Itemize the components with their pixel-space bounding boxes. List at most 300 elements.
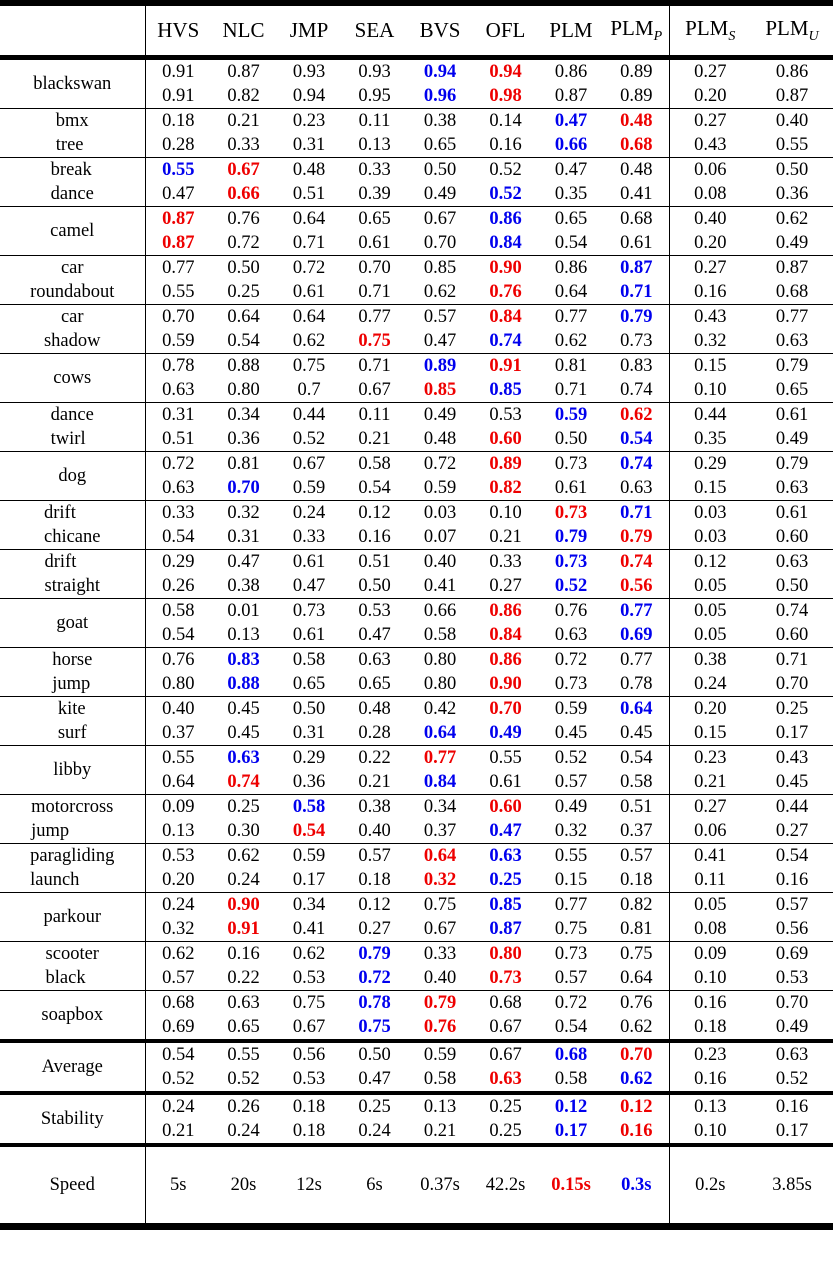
value-cell: 0.84: [473, 305, 538, 330]
row-label-dance-twirl: [0, 403, 145, 452]
results-table: [0, 6, 833, 1223]
row-label-text: camel: [50, 221, 95, 242]
value-cell: 0.58: [423, 1069, 457, 1089]
value-cell: 0.16: [775, 870, 809, 890]
value-cell: 0.47: [423, 331, 457, 351]
value-cell: 0.91: [145, 84, 211, 109]
value-cell: 0.74: [227, 772, 260, 792]
value-cell: 0.49: [489, 723, 522, 743]
value-cell: 0.55: [775, 135, 809, 155]
value-cell: 0.90: [211, 893, 276, 918]
value-cell: 0.88: [227, 674, 260, 694]
value-cell: 0.09: [669, 942, 751, 967]
value-cell: 0.58: [620, 772, 653, 792]
value-cell: 0.64: [554, 282, 588, 302]
value-cell: 0.85: [407, 256, 473, 281]
table-row: [0, 697, 833, 722]
value-cell: 0.82: [489, 478, 522, 498]
value-cell: 0.20: [669, 84, 751, 109]
value-cell: 0.79: [620, 527, 653, 547]
value-cell: 0.30: [227, 821, 260, 841]
value-cell: 0.87: [145, 231, 211, 256]
value-cell: 0.86: [554, 62, 588, 82]
value-cell: 0.79: [554, 527, 588, 547]
value-cell: 0.44: [669, 403, 751, 428]
value-cell: 0.31: [145, 403, 211, 428]
value-cell: 0.77: [342, 305, 407, 330]
value-cell: 0.32: [423, 870, 457, 890]
value-cell: 0.82: [227, 86, 260, 106]
table-row: [0, 1145, 833, 1223]
value-cell: 0.47: [489, 821, 522, 841]
value-cell: 0.41: [292, 919, 326, 939]
value-cell: 0.94: [489, 62, 522, 82]
value-cell: 0.90: [473, 256, 538, 281]
value-cell: 0.22: [342, 746, 407, 771]
value-cell: 0.75: [358, 1017, 391, 1037]
value-cell: 0.62: [751, 207, 833, 232]
value-cell: 0.40: [358, 821, 391, 841]
value-cell: 0.68: [775, 282, 809, 302]
value-cell: 0.44: [276, 403, 342, 428]
value-cell: 0.18: [669, 1015, 751, 1041]
value-cell: 0.86: [473, 648, 538, 673]
value-cell: 0.56: [276, 1041, 342, 1067]
value-cell: 0.10: [669, 1119, 751, 1145]
value-cell: 0.67: [407, 207, 473, 232]
row-label-text: horse jump: [52, 650, 93, 694]
value-cell: 0.27: [669, 795, 751, 820]
value-cell: 0.41: [423, 576, 457, 596]
value-cell: 0.57: [342, 844, 407, 869]
value-cell: 0.85: [489, 380, 522, 400]
value-cell: 0.83: [604, 354, 669, 379]
value-cell: 0.33: [473, 550, 538, 575]
value-cell: 0.69: [620, 625, 653, 645]
column-header-plmu: $PLM_U$: [751, 6, 833, 58]
value-cell: 0.47: [538, 158, 604, 183]
value-cell: 0.45: [775, 772, 809, 792]
value-cell: 0.18: [276, 1093, 342, 1119]
value-cell: 0.62: [423, 282, 457, 302]
value-cell: 0.41: [669, 844, 751, 869]
value-cell: 0.43: [751, 746, 833, 771]
value-cell: 0.98: [489, 86, 522, 106]
value-cell: 0.45: [554, 723, 588, 743]
row-label-speed: [0, 1145, 145, 1223]
value-cell: 0.06: [669, 158, 751, 183]
value-cell: 0.54: [292, 821, 326, 841]
value-cell: 0.57: [604, 844, 669, 869]
value-cell: 0.66: [554, 135, 588, 155]
value-cell: 0.38: [669, 648, 751, 673]
table-row: [0, 58, 833, 85]
value-cell: 0.48: [276, 158, 342, 183]
value-cell: 0.91: [227, 919, 260, 939]
table-row: [0, 501, 833, 526]
value-cell: 6s: [342, 1145, 407, 1223]
value-cell: 0.03: [407, 501, 473, 526]
row-label-parkour: [0, 893, 145, 942]
value-cell: 0.53: [775, 968, 809, 988]
value-cell: 0.16: [358, 527, 391, 547]
value-cell: 0.78: [620, 674, 653, 694]
value-cell: 0.63: [145, 378, 211, 403]
value-cell: 12s: [276, 1145, 342, 1223]
value-cell: 0.48: [604, 158, 669, 183]
value-cell: 0.37: [423, 821, 457, 841]
value-cell: 0.54: [751, 844, 833, 869]
value-cell: 0.51: [342, 550, 407, 575]
value-cell: 0.75: [407, 893, 473, 918]
value-cell: 0.54: [227, 331, 260, 351]
value-cell: 0.33: [342, 158, 407, 183]
value-cell: 0.57: [751, 893, 833, 918]
value-cell: 0.29: [276, 746, 342, 771]
value-cell: 0.20: [669, 231, 751, 256]
value-cell: 0.31: [227, 527, 260, 547]
value-cell: 0.13: [407, 1093, 473, 1119]
value-cell: 0.57: [407, 305, 473, 330]
value-cell: 0.54: [620, 429, 653, 449]
row-label-stability: [0, 1093, 145, 1145]
column-header-subscript: S: [728, 29, 736, 45]
value-cell: 0.51: [604, 795, 669, 820]
value-cell: 0.65: [292, 674, 326, 694]
value-cell: 0.70: [775, 674, 809, 694]
value-cell: 0.74: [751, 599, 833, 624]
value-cell: 0.29: [145, 550, 211, 575]
value-cell: 0.70: [342, 256, 407, 281]
value-cell: 0.59: [407, 1041, 473, 1067]
value-cell: 0.71: [554, 380, 588, 400]
value-cell: 0.32: [554, 821, 588, 841]
value-cell: 0.91: [145, 58, 211, 85]
value-cell: 0.80: [407, 648, 473, 673]
value-cell: 0.63: [620, 478, 653, 498]
value-cell: 0.35: [554, 184, 588, 204]
value-cell: 0.11: [669, 868, 751, 893]
row-label-text: motorcross jump: [31, 797, 114, 841]
value-cell: 0.71: [358, 282, 391, 302]
value-cell: 0.52: [292, 429, 326, 449]
value-cell: 0.27: [358, 919, 391, 939]
value-cell: 0.64: [604, 697, 669, 722]
row-label-text: Speed: [49, 1175, 95, 1196]
value-cell: 0.26: [145, 574, 211, 599]
value-cell: 0.24: [145, 893, 211, 918]
value-cell: 0.58: [276, 795, 342, 820]
value-cell: 0.80: [227, 380, 260, 400]
value-cell: 0.47: [358, 625, 391, 645]
table-row: [0, 893, 833, 918]
value-cell: 0.68: [473, 991, 538, 1016]
value-cell: 0.62: [620, 1017, 653, 1037]
value-cell: 0.20: [669, 697, 751, 722]
row-label-camel: [0, 207, 145, 256]
value-cell: 0.31: [292, 723, 326, 743]
value-cell: 0.66: [407, 599, 473, 624]
value-cell: 0.06: [669, 819, 751, 844]
value-cell: 0.21: [423, 1121, 457, 1141]
value-cell: 0.53: [342, 599, 407, 624]
row-label-text: soapbox: [41, 1005, 104, 1026]
value-cell: 0.61: [620, 233, 653, 253]
value-cell: 0.15: [669, 721, 751, 746]
value-cell: 0.72: [276, 256, 342, 281]
value-cell: 0.45: [620, 723, 653, 743]
value-cell: 0.61: [292, 625, 326, 645]
row-label-text: Stability: [40, 1109, 104, 1130]
value-cell: 0.63: [211, 746, 276, 771]
value-cell: 0.16: [211, 942, 276, 967]
value-cell: 0.55: [145, 746, 211, 771]
value-cell: 0.59: [538, 403, 604, 428]
value-cell: 0.84: [423, 772, 457, 792]
value-cell: 0.13: [145, 819, 211, 844]
value-cell: 0.81: [620, 919, 653, 939]
value-cell: 0.10: [669, 966, 751, 991]
value-cell: 0.10: [473, 501, 538, 526]
value-cell: 0.54: [145, 1041, 211, 1067]
row-label-text: goat: [56, 613, 89, 634]
value-cell: 0.81: [211, 452, 276, 477]
row-label-text: scooter black: [45, 944, 99, 988]
value-cell: 0.63: [775, 331, 809, 351]
value-cell: 0.73: [489, 968, 522, 988]
row-label-scooter-black: [0, 942, 145, 991]
value-cell: 0.21: [669, 770, 751, 795]
value-cell: 0.36: [292, 772, 326, 792]
value-cell: 0.96: [423, 86, 457, 106]
value-cell: 0.63: [554, 625, 588, 645]
table-row: [0, 599, 833, 624]
value-cell: 0.75: [358, 331, 391, 351]
value-cell: 0.76: [211, 207, 276, 232]
value-cell: 42.2s: [473, 1145, 538, 1223]
table-bottom-rule: [0, 1223, 833, 1230]
value-cell: 0.50: [751, 158, 833, 183]
table-row: [0, 795, 833, 820]
value-cell: 0.56: [775, 919, 809, 939]
value-cell: 0.16: [669, 991, 751, 1016]
table-row: [0, 991, 833, 1016]
value-cell: 0.52: [554, 576, 588, 596]
value-cell: 0.61: [358, 233, 391, 253]
value-cell: 0.65: [538, 207, 604, 232]
value-cell: 0.76: [489, 282, 522, 302]
value-cell: 0.53: [145, 844, 211, 869]
table-row: [0, 648, 833, 673]
table-row: [0, 452, 833, 477]
value-cell: 0.86: [473, 599, 538, 624]
value-cell: 0.25: [227, 282, 260, 302]
column-header-subscript: P: [653, 29, 663, 45]
value-cell: 0.24: [227, 1121, 260, 1141]
value-cell: 0.89: [620, 86, 653, 106]
value-cell: 0.44: [751, 795, 833, 820]
value-cell: 0.2s: [669, 1145, 751, 1223]
value-cell: 0.68: [145, 991, 211, 1016]
row-label-paragliding-launch: [0, 844, 145, 893]
value-cell: 0.87: [489, 919, 522, 939]
row-label-drift-straight: [0, 550, 145, 599]
value-cell: 0.62: [620, 1069, 653, 1089]
value-cell: 0.67: [489, 1017, 522, 1037]
value-cell: 5s: [145, 1145, 211, 1223]
row-label-drift-chicane: [0, 501, 145, 550]
value-cell: 0.64: [620, 968, 653, 988]
row-label-text: Average: [41, 1057, 103, 1078]
value-cell: 0.49: [423, 184, 457, 204]
table-row: [0, 354, 833, 379]
value-cell: 0.43: [669, 305, 751, 330]
value-cell: 0.56: [620, 576, 653, 596]
value-cell: 0.32: [145, 917, 211, 942]
value-cell: 0.62: [604, 403, 669, 428]
value-cell: 0.22: [227, 968, 260, 988]
value-cell: 0.79: [604, 305, 669, 330]
value-cell: 0.49: [407, 403, 473, 428]
row-label-text: libby: [53, 760, 92, 781]
value-cell: 0.53: [473, 403, 538, 428]
value-cell: 0.61: [489, 772, 522, 792]
value-cell: 0.74: [604, 550, 669, 575]
value-cell: 0.10: [669, 378, 751, 403]
value-cell: 0.79: [751, 452, 833, 477]
value-cell: 20s: [211, 1145, 276, 1223]
row-label-break-dance: [0, 158, 145, 207]
value-cell: 0.12: [342, 893, 407, 918]
value-cell: 0.61: [751, 403, 833, 428]
value-cell: 0.64: [407, 844, 473, 869]
value-cell: 0.12: [669, 550, 751, 575]
value-cell: 0.78: [342, 991, 407, 1016]
value-cell: 0.75: [604, 942, 669, 967]
value-cell: 0.01: [211, 599, 276, 624]
value-cell: 0.69: [145, 1015, 211, 1041]
value-cell: 0.16: [620, 1121, 653, 1141]
value-cell: 0.21: [358, 429, 391, 449]
value-cell: 0.71: [751, 648, 833, 673]
value-cell: 0.38: [342, 795, 407, 820]
value-cell: 0.67: [473, 1041, 538, 1067]
table-row: [0, 256, 833, 281]
value-cell: 0.72: [538, 991, 604, 1016]
value-cell: 0.16: [669, 280, 751, 305]
value-cell: 0.50: [211, 256, 276, 281]
value-cell: 0.59: [292, 478, 326, 498]
value-cell: 0.64: [145, 770, 211, 795]
value-cell: 0.63: [751, 1041, 833, 1067]
value-cell: 0.65: [775, 380, 809, 400]
value-cell: 0.11: [342, 109, 407, 134]
value-cell: 0.76: [538, 599, 604, 624]
value-cell: 0.70: [423, 233, 457, 253]
value-cell: 0.75: [554, 919, 588, 939]
value-cell: 0.18: [620, 870, 653, 890]
value-cell: 0.38: [407, 109, 473, 134]
value-cell: 0.75: [276, 354, 342, 379]
value-cell: 0.61: [751, 501, 833, 526]
value-cell: 0.50: [554, 429, 588, 449]
value-cell: 0.75: [276, 991, 342, 1016]
column-header-nlc: NLC: [211, 6, 276, 58]
row-label-text: drift chicane: [44, 503, 101, 547]
value-cell: 0.65: [342, 207, 407, 232]
value-cell: 0.40: [669, 207, 751, 232]
row-label-car-shadow: [0, 305, 145, 354]
value-cell: 0.36: [775, 184, 809, 204]
value-cell: 0.55: [145, 158, 211, 183]
value-cell: 0.08: [669, 917, 751, 942]
table-row: [0, 550, 833, 575]
value-cell: 0.87: [145, 207, 211, 232]
corner-cell: [0, 6, 145, 58]
value-cell: 0.84: [489, 233, 522, 253]
row-label-libby: [0, 746, 145, 795]
value-cell: 0.05: [669, 623, 751, 648]
value-cell: 0.23: [669, 1041, 751, 1067]
table-row: [0, 844, 833, 869]
value-cell: 0.37: [620, 821, 653, 841]
value-cell: 0.54: [604, 746, 669, 771]
value-cell: 0.17: [775, 1121, 809, 1141]
value-cell: 0.70: [604, 1041, 669, 1067]
value-cell: 0.20: [145, 868, 211, 893]
value-cell: 0.13: [227, 625, 260, 645]
row-label-motorcross-jump: [0, 795, 145, 844]
value-cell: 0.48: [604, 109, 669, 134]
value-cell: 0.70: [473, 697, 538, 722]
value-cell: 0.16: [669, 1067, 751, 1093]
column-header-sea: SEA: [342, 6, 407, 58]
value-cell: 0.3s: [604, 1145, 669, 1223]
table-row: [0, 207, 833, 232]
value-cell: 0.63: [775, 478, 809, 498]
value-cell: 0.33: [292, 527, 326, 547]
value-cell: 0.48: [342, 697, 407, 722]
value-cell: 0.60: [473, 795, 538, 820]
value-cell: 0.57: [554, 772, 588, 792]
value-cell: 0.60: [775, 527, 809, 547]
value-cell: 0.72: [227, 233, 260, 253]
value-cell: 0.94: [292, 86, 326, 106]
value-cell: 0.52: [145, 1067, 211, 1093]
value-cell: 0.40: [751, 109, 833, 134]
value-cell: 0.36: [227, 429, 260, 449]
table-header: [0, 6, 833, 58]
column-header-plm: PLM: [538, 6, 604, 58]
table-row: [0, 158, 833, 183]
value-cell: 0.32: [211, 501, 276, 526]
value-cell: 0.33: [227, 135, 260, 155]
value-cell: 0.95: [358, 86, 391, 106]
value-cell: 0.64: [211, 305, 276, 330]
value-cell: 0.93: [292, 62, 326, 82]
value-cell: 0.76: [423, 1017, 457, 1037]
value-cell: 0.27: [669, 256, 751, 281]
value-cell: 0.66: [227, 184, 260, 204]
value-cell: 0.40: [145, 697, 211, 722]
value-cell: 0.18: [358, 870, 391, 890]
value-cell: 0.17: [554, 1121, 588, 1141]
value-cell: 0.40: [423, 968, 457, 988]
row-label-text: car roundabout: [30, 258, 115, 302]
value-cell: 0.88: [211, 354, 276, 379]
value-cell: 0.27: [669, 58, 751, 85]
value-cell: 0.49: [538, 795, 604, 820]
